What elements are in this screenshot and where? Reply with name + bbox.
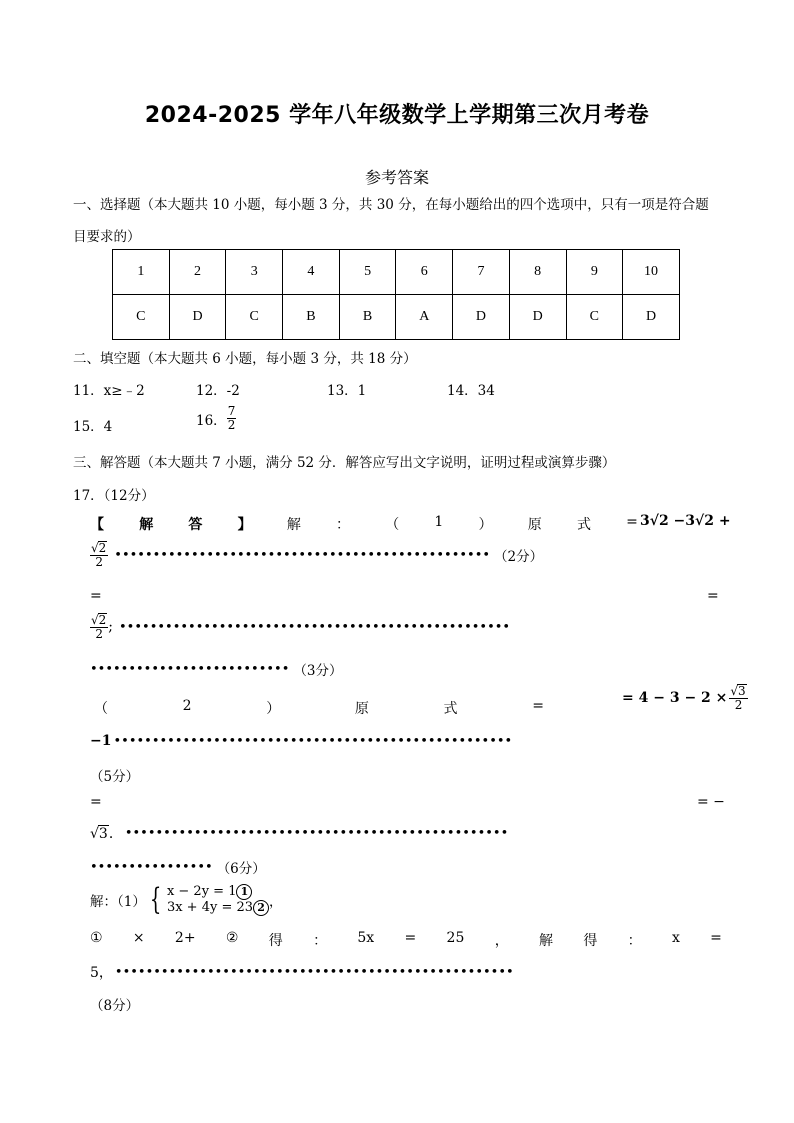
word: × — [132, 930, 145, 946]
word: 】 — [237, 517, 252, 533]
word: ： — [336, 517, 351, 533]
section3-heading: 三、解答题（本大题共 7 小题，满分 52 分．解答应写出文字说明，证明过程或演算步骤） — [73, 455, 616, 471]
word: 5x — [357, 930, 375, 946]
table-cell: D — [169, 295, 226, 340]
word: 2+ — [174, 930, 196, 946]
word: x — [671, 930, 680, 946]
fraction-numerator: 7 — [227, 404, 236, 418]
fraction-denominator: 2 — [734, 698, 743, 712]
question-17-label: 17．（12分） — [73, 488, 155, 504]
points-label: （8分） — [90, 998, 140, 1014]
radicand: 2 — [98, 541, 107, 555]
table-cell: 7 — [453, 250, 510, 295]
word: 【 — [90, 517, 104, 533]
word: 2 — [182, 698, 192, 714]
system-line-2 — [167, 900, 269, 916]
word: = — [710, 930, 722, 946]
equals-sign: = — [707, 588, 719, 604]
sqrt3-over-2-fraction — [729, 684, 747, 712]
comma: ， — [269, 894, 283, 910]
answer-12: 12．-2 — [196, 383, 240, 399]
word: 得 — [583, 933, 598, 949]
answer-16-label: 16． — [196, 412, 227, 429]
equation-text: 3x + 4y = 23 — [166, 900, 254, 915]
radicand: 2 — [98, 613, 107, 627]
elimination-line — [90, 930, 722, 950]
word: 解 — [539, 933, 553, 949]
table-cell: 6 — [396, 250, 453, 295]
word: ） — [478, 517, 493, 533]
table-cell: 1 — [113, 250, 170, 295]
word: ， — [494, 933, 509, 949]
dot-leader: •••••••••••••••••••••••••••••••••••••••••••••••••••• — [113, 733, 513, 749]
table-cell: 10 — [623, 250, 680, 295]
q17-part1-expression: 3√2 −3√2 + — [640, 513, 731, 529]
q17-part2-step2 — [90, 823, 508, 843]
section1-heading-line1: 一、选择题（本大题共 10 小题，每小题 3 分，共 30 分，在每小题给出的四个选项中，只有一项是符合题 — [73, 197, 709, 213]
dot-leader: ••••••••••••••••••••••••••••••••••••••••••••••••••• — [119, 619, 511, 635]
system-intro: 解：（1） — [90, 894, 146, 910]
points-label: （6分） — [216, 861, 266, 877]
brace-icon: { — [149, 882, 162, 917]
points-label: （3分） — [293, 663, 343, 679]
circled-2-icon: 2 — [253, 900, 269, 916]
table-cell: A — [396, 295, 453, 340]
fraction-numerator: √2 — [91, 613, 107, 627]
word: 得 — [268, 933, 283, 949]
page-subtitle: 参考答案 — [364, 168, 429, 187]
radicand: 3 — [98, 826, 108, 842]
table-cell: 3 — [226, 250, 283, 295]
circled-1-icon: 1 — [236, 884, 252, 900]
q17-part2-line — [94, 698, 544, 718]
word: 原 — [527, 517, 542, 533]
word: ① — [90, 930, 103, 946]
word: ： — [627, 933, 642, 949]
table-cell: D — [453, 295, 510, 340]
table-cell: 9 — [566, 250, 623, 295]
dot-leader: •••••••••••••••••••••••••••••••••••••••••••••••••••• — [114, 964, 514, 980]
word: 25 — [446, 930, 465, 946]
q17-part2-step2-end — [90, 857, 266, 877]
word: ： — [313, 933, 328, 949]
equals-minus: = − — [697, 794, 725, 810]
fraction-denominator: 2 — [95, 555, 103, 569]
word: ② — [225, 930, 239, 946]
dot-leader: •••••••••••••••••••••••••• — [90, 661, 290, 677]
q17-part2-step1 — [90, 733, 512, 749]
elimination-result — [90, 962, 514, 982]
equals-sign: = — [90, 794, 102, 810]
table-cell: 2 — [169, 250, 226, 295]
fraction-denominator: 2 — [227, 418, 236, 432]
fraction-numerator: √2 — [91, 541, 107, 555]
word: = — [532, 698, 544, 714]
answer-table-number-row — [113, 250, 680, 295]
equation-system — [90, 884, 283, 916]
table-cell: B — [339, 295, 396, 340]
radicand: 3 — [738, 684, 746, 698]
q17-part2-expression — [622, 684, 748, 712]
word: 解 — [139, 517, 154, 533]
equals-sign: = — [90, 588, 102, 604]
word: 答 — [188, 517, 203, 533]
x-value: 5， — [90, 965, 113, 981]
dot-leader: ••••••••••••••••••••••••••••••••••••••••••••••••• — [114, 547, 491, 563]
sqrt2-over-2-fraction — [90, 541, 108, 569]
answer-16-fraction — [227, 405, 237, 432]
fraction-denominator: 2 — [95, 627, 103, 641]
table-cell: D — [509, 295, 566, 340]
answer-11: 11．x≥﹣2 — [73, 383, 145, 399]
table-cell: C — [113, 295, 170, 340]
answer-table — [112, 249, 680, 340]
q17-part1-step1 — [90, 541, 543, 569]
answer-14: 14．34 — [447, 383, 495, 399]
equation-text: x − 2y = 1 — [166, 884, 237, 899]
system-line-1 — [167, 884, 269, 900]
word: 1 — [434, 514, 444, 530]
table-cell: 4 — [283, 250, 340, 295]
section2-heading: 二、填空题（本大题共 6 小题，每小题 3 分，共 18 分） — [73, 351, 417, 367]
sqrt3: √3． — [90, 826, 123, 842]
expression-text: = 4 − 3 − 2 × — [622, 690, 728, 706]
word: （ — [94, 701, 108, 717]
table-cell: D — [623, 295, 680, 340]
page-title: 2024-2025 学年八年级数学上学期第三次月考卷 — [144, 103, 650, 128]
system-block — [146, 884, 269, 916]
table-cell: 5 — [339, 250, 396, 295]
fraction-numerator: √3 — [730, 684, 746, 698]
system-lines — [167, 884, 269, 916]
word: = — [626, 514, 638, 530]
table-cell: C — [226, 295, 283, 340]
word: ） — [266, 701, 281, 717]
table-cell: C — [566, 295, 623, 340]
table-cell: B — [283, 295, 340, 340]
dot-leader: •••••••••••••••• — [90, 859, 213, 875]
word: = — [404, 930, 417, 946]
answer-table-answer-row — [113, 295, 680, 340]
dot-leader: •••••••••••••••••••••••••••••••••••••••••••••••••• — [124, 825, 509, 841]
q17-part1-step2 — [90, 613, 510, 641]
sqrt2-over-2-fraction — [90, 613, 108, 641]
points-label: （5分） — [90, 769, 140, 785]
answer-16 — [196, 405, 236, 432]
table-cell: 8 — [509, 250, 566, 295]
word: 式 — [443, 701, 458, 717]
answer-15: 15．4 — [73, 419, 113, 435]
word: （ — [385, 517, 400, 533]
word: 解 — [286, 517, 301, 533]
minus-one: −1 — [90, 733, 112, 749]
q17-part1-step2-end — [90, 659, 342, 679]
word: 原 — [354, 701, 369, 717]
q17-part1-line — [90, 514, 638, 534]
word: 式 — [576, 517, 591, 533]
points-label: （2分） — [494, 549, 544, 565]
section1-heading-line2: 目要求的） — [73, 229, 141, 245]
semicolon: ; — [108, 619, 114, 635]
answer-13: 13．1 — [327, 383, 367, 399]
